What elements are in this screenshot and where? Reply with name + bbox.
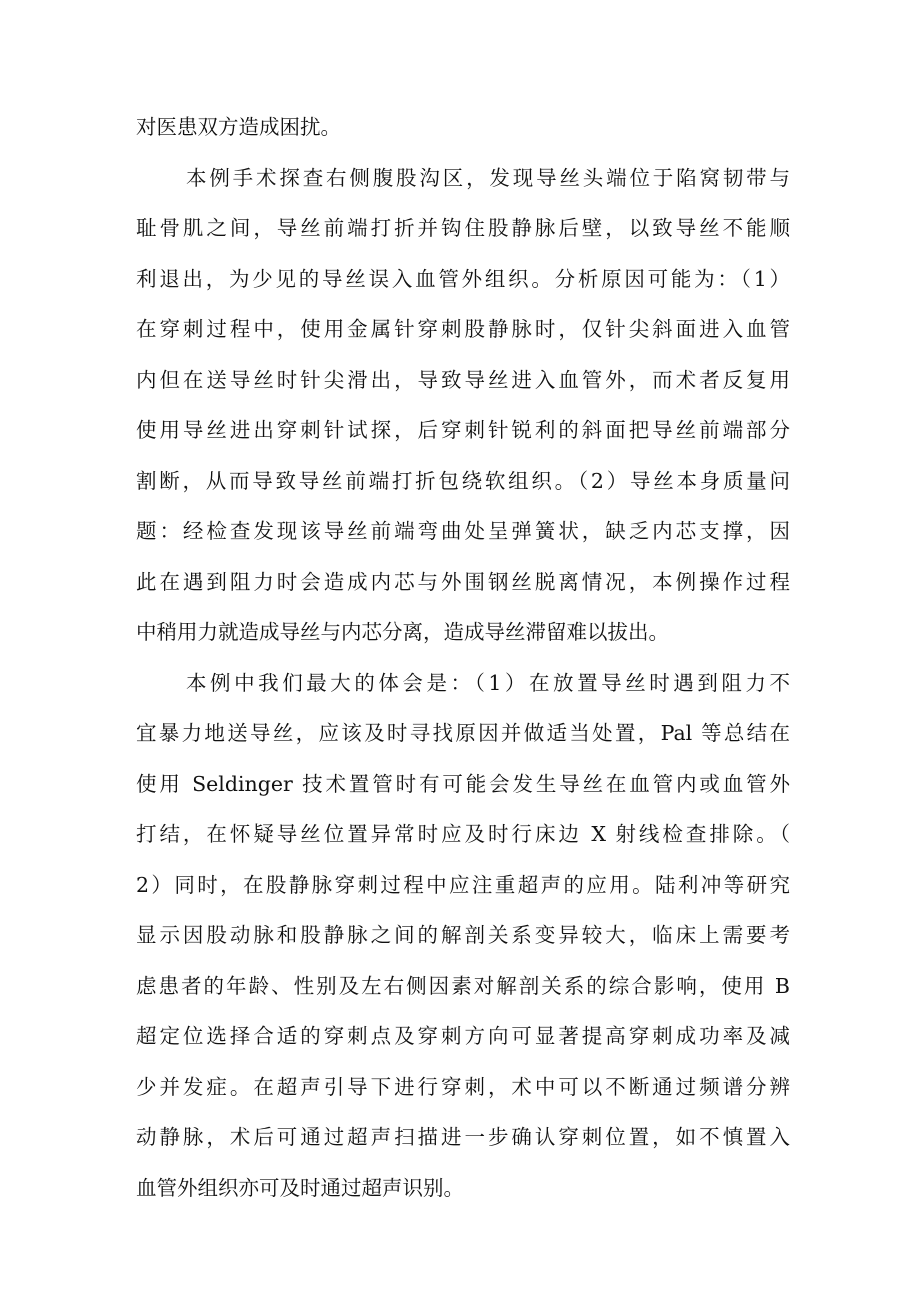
- text-line: 打结，在怀疑导丝位置异常时应及时行床边 X 射线检查排除。（: [136, 822, 790, 846]
- text-line: 动静脉，术后可通过超声扫描进一步确认穿刺位置，如不慎置入: [136, 1125, 790, 1149]
- text-line: 使用导丝进出穿刺针试探，后穿刺针锐利的斜面把导丝前端部分: [136, 418, 790, 442]
- text-line: 内但在送导丝时针尖滑出，导致导丝进入血管外，而术者反复用: [136, 368, 790, 392]
- text-line: 割断，从而导致导丝前端打折包绕软组织。（2）导丝本身质量问: [136, 469, 790, 493]
- text-line: 2）同时，在股静脉穿刺过程中应注重超声的应用。陆利冲等研究: [136, 873, 790, 897]
- text-line: 少并发症。在超声引导下进行穿刺，术中可以不断通过频谱分辨: [136, 1075, 790, 1099]
- text-line: 血管外组织亦可及时通过超声识别。: [136, 1176, 464, 1200]
- text-line: 利退出，为少见的导丝误入血管外组织。分析原因可能为：（1）: [136, 267, 790, 291]
- text-line: 题：经检查发现该导丝前端弯曲处呈弹簧状，缺乏内芯支撑，因: [136, 519, 790, 543]
- text-line: 对医患双方造成困扰。: [136, 115, 341, 139]
- text-line: 耻骨肌之间，导丝前端打折并钩住股静脉后壁，以致导丝不能顺: [136, 216, 790, 240]
- text-line: 显示因股动脉和股静脉之间的解剖关系变异较大，临床上需要考: [136, 923, 790, 947]
- text-line: 中稍用力就造成导丝与内芯分离，造成导丝滞留难以拔出。: [136, 620, 669, 644]
- text-line: 宜暴力地送导丝，应该及时寻找原因并做适当处置，Pal 等总结在: [136, 721, 790, 745]
- text-line: 此在遇到阻力时会造成内芯与外围钢丝脱离情况，本例操作过程: [136, 570, 790, 594]
- text-line: 本例手术探查右侧腹股沟区，发现导丝头端位于陷窝韧带与: [186, 166, 790, 190]
- text-line: 在穿刺过程中，使用金属针穿刺股静脉时，仅针尖斜面进入血管: [136, 317, 790, 341]
- text-line: 超定位选择合适的穿刺点及穿刺方向可显著提高穿刺成功率及减: [136, 1024, 790, 1048]
- text-line: 本例中我们最大的体会是：（1）在放置导丝时遇到阻力不: [186, 671, 790, 695]
- text-line: 虑患者的年龄、性别及左右侧因素对解剖关系的综合影响，使用 B: [136, 974, 790, 998]
- text-line: 使用 Seldinger 技术置管时有可能会发生导丝在血管内或血管外: [136, 772, 790, 796]
